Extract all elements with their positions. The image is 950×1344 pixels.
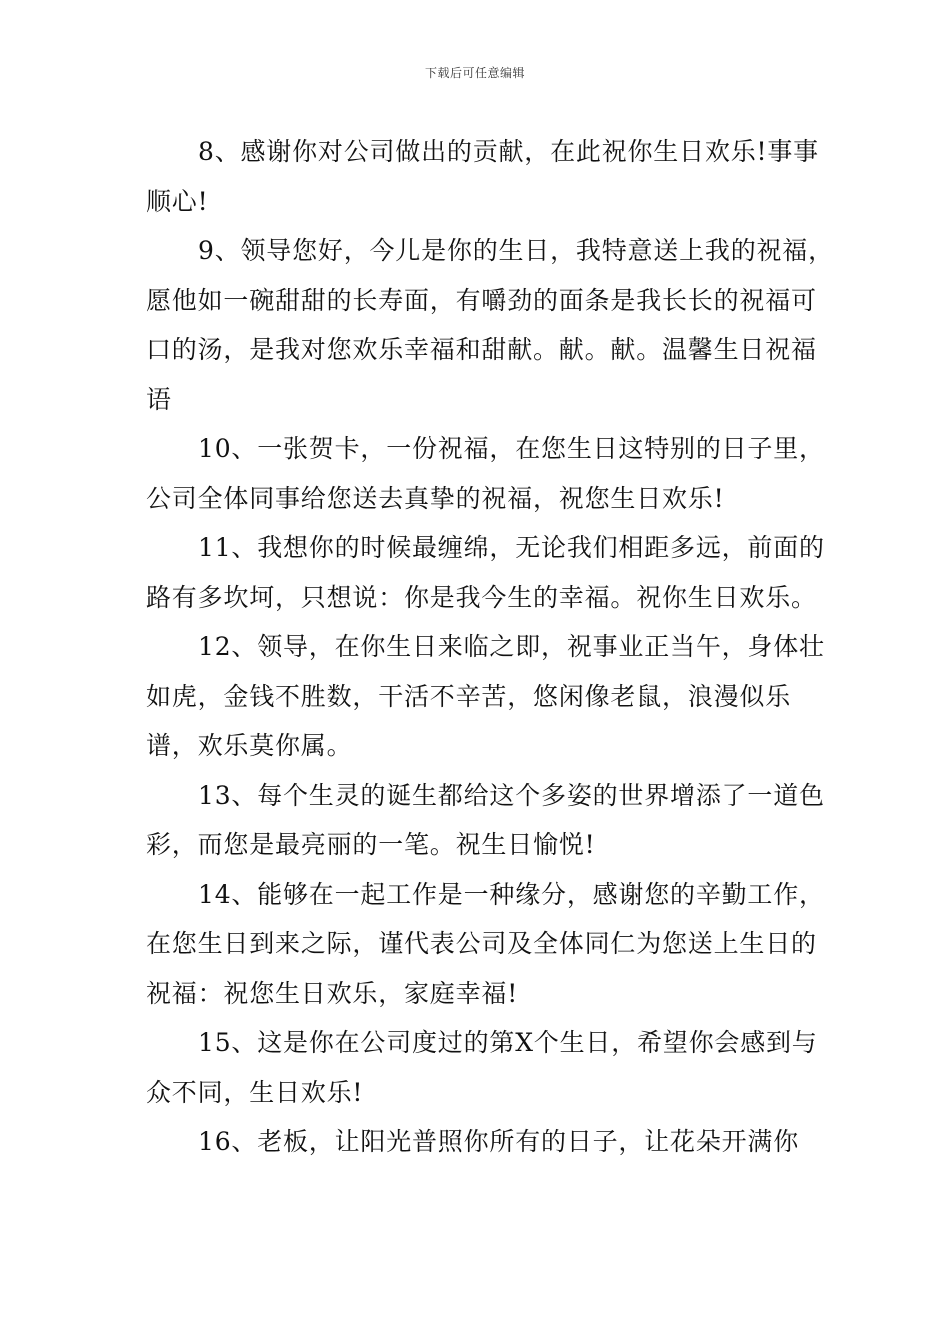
paragraph-12: 12、领导，在你生日来临之即，祝事业正当午，身体壮如虎，金钱不胜数，干活不辛苦，悠闲像老鼠，浪漫似乐谱，欢乐莫你属。 [146, 632, 825, 760]
paragraph-9: 9、领导您好，今儿是你的生日，我特意送上我的祝福，愿他如一碗甜甜的长寿面，有嚼劲的面条是我长长的祝福可口的汤，是我对您欢乐幸福和甜献。献。献。温馨生日祝福语 [146, 236, 834, 414]
paragraph-10: 10、一张贺卡，一份祝福，在您生日这特别的日子里，公司全体同事给您送去真挚的祝福，祝您生日欢乐! [146, 434, 825, 513]
paragraph-11: 11、我想你的时候最缠绵，无论我们相距多远，前面的路有多坎坷，只想说：你是我今生的幸福。祝你生日欢乐。 [146, 533, 825, 612]
document-body [146, 127, 836, 1167]
paragraph-15: 15、这是你在公司度过的第X个生日，希望你会感到与众不同，生日欢乐! [146, 1028, 818, 1107]
paragraph-8: 8、感谢你对公司做出的贡献，在此祝你生日欢乐!事事顺心! [146, 137, 819, 216]
paragraph-16: 16、老板，让阳光普照你所有的日子，让花朵开满你 [198, 1127, 800, 1156]
paragraph-13: 13、每个生灵的诞生都给这个多姿的世界增添了一道色彩，而您是最亮丽的一笔。祝生日愉悦! [146, 780, 825, 859]
paragraph-14: 14、能够在一起工作是一种缘分，感谢您的辛勤工作，在您生日到来之际，谨代表公司及全体同仁为您送上生日的祝福：祝您生日欢乐，家庭幸福! [146, 879, 825, 1008]
page-header: 下载后可任意编辑 [424, 66, 525, 80]
